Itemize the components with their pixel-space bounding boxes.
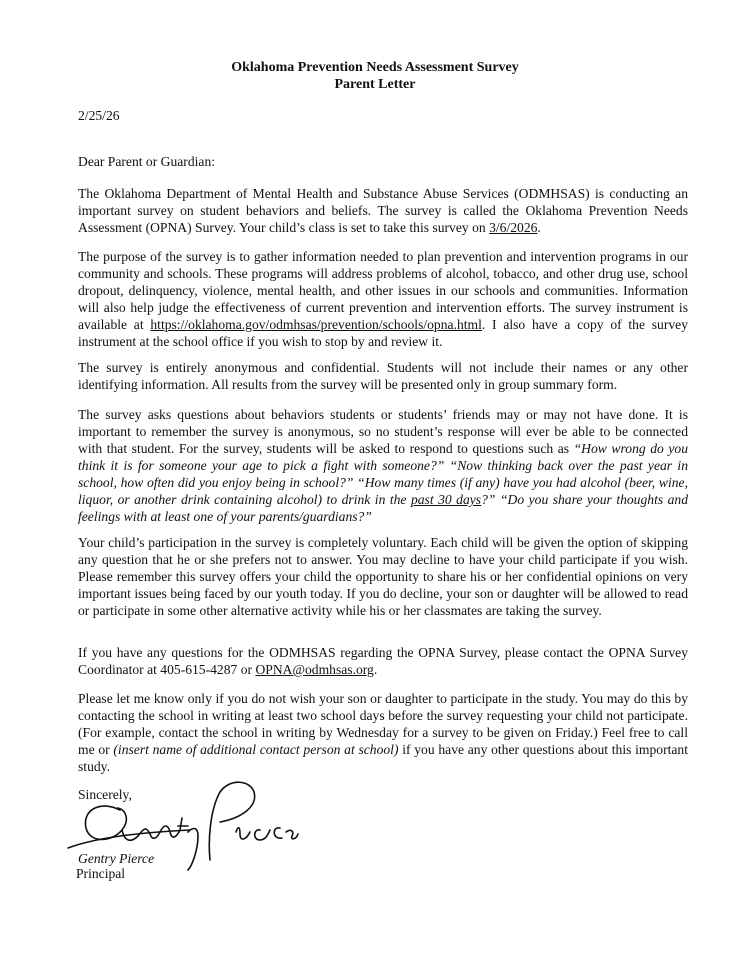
salutation: Dear Parent or Guardian: <box>78 154 216 169</box>
questions-text: The survey asks questions about behaviors students or students’ friends may or may not have done. It is important to remember the survey is anonymous, so no student’s response will ever be able to be connected with that student. For the survey, students will be asked to respond to questions such as <box>78 407 688 456</box>
paragraph-intro <box>78 185 688 236</box>
contact-email[interactable]: OPNA@odmhsas.org <box>255 662 374 677</box>
document-title: Oklahoma Prevention Needs Assessment Survey <box>231 60 519 75</box>
document-subtitle: Parent Letter <box>334 77 416 92</box>
paragraph-optout <box>78 690 688 775</box>
sample-questions-2: ?” “Do you share your thoughts and feelings with at least one of your parents/guardians?” <box>78 492 689 524</box>
paragraph-questions <box>78 406 688 525</box>
optout-text: Please let me know only if you do not wish your son or daughter to participate in the study. You may do this by contacting the school in writing at least two school days before the survey requesting your child not participate. (For example, contact the school in writing by Wednesday for a survey to be given on Friday.) Feel free to call me or <box>78 691 688 757</box>
contact-end: . <box>373 662 378 677</box>
paragraph-contact <box>78 644 688 678</box>
paragraph-purpose <box>78 248 688 350</box>
voluntary-text: Your child’s participation in the survey is completely voluntary. Each child will be given the option of skipping any question that he or she prefers not to answer. You may decline to have your child participate if you wish. Please remember this survey offers your child the opportunity to share his or her confidential opinions on very important issues being faced by our youth today. If you do decline, your son or daughter will be allowed to read or participate in some other alternative activity while his or her classmates are taking the survey. <box>78 535 688 618</box>
optout-end: if you have any other questions about this important study. <box>78 742 688 774</box>
paragraph-anonymous <box>78 359 688 393</box>
anonymous-text: The survey is entirely anonymous and confidential. Students will not include their names or any other identifying information. All results from the survey will be presented only in group summary form. <box>78 360 688 392</box>
letter-date: 2/25/26 <box>78 108 120 123</box>
purpose-after: . I also have a copy of the survey instrument at the school office if you wish to stop by and review it. <box>78 317 688 349</box>
intro-text: The Oklahoma Department of Mental Health and Substance Abuse Services (ODMHSAS) is conducting an important survey on student behaviors and beliefs. The survey is called the Oklahoma Prevention Needs Assessment (OPNA) Survey. Your child’s class is set to take this survey on <box>78 186 688 235</box>
closing: Sincerely, <box>78 787 132 802</box>
signer-name: Gentry Pierce <box>78 851 155 866</box>
past-30-days: past 30 days <box>410 492 482 507</box>
optout-placeholder: (insert name of additional contact person at school) <box>113 742 399 757</box>
purpose-text: The purpose of the survey is to gather information needed to plan prevention and intervention programs in our community and schools. These programs will address problems of alcohol, tobacco, and other drug use, school dropout, delinquency, violence, mental health, and other issues in our schools and communities. Information will also help judge the effectiveness of current prevention and intervention efforts. The survey instrument is available at <box>78 249 688 332</box>
letter-header <box>0 59 750 93</box>
intro-end: . <box>537 220 541 235</box>
signer-title: Principal <box>76 866 126 881</box>
sample-questions-1: “How wrong do you think it is for someone your age to pick a fight with someone?” “Now thinking back over the past year in school, how often did you enjoy being in school?” “How many times (if any) have you had alcohol (beer, wine, liquor, or another drink containing alcohol) to drink in the <box>78 441 688 507</box>
paragraph-voluntary <box>78 534 688 619</box>
contact-text: If you have any questions for the ODMHSAS regarding the OPNA Survey, please contact the OPNA Survey Coordinator at 405-615-4287 or <box>78 645 688 677</box>
survey-date: 3/6/2026 <box>489 220 538 235</box>
survey-link[interactable]: https://oklahoma.gov/odmhsas/prevention/schools/opna.html <box>150 317 482 332</box>
